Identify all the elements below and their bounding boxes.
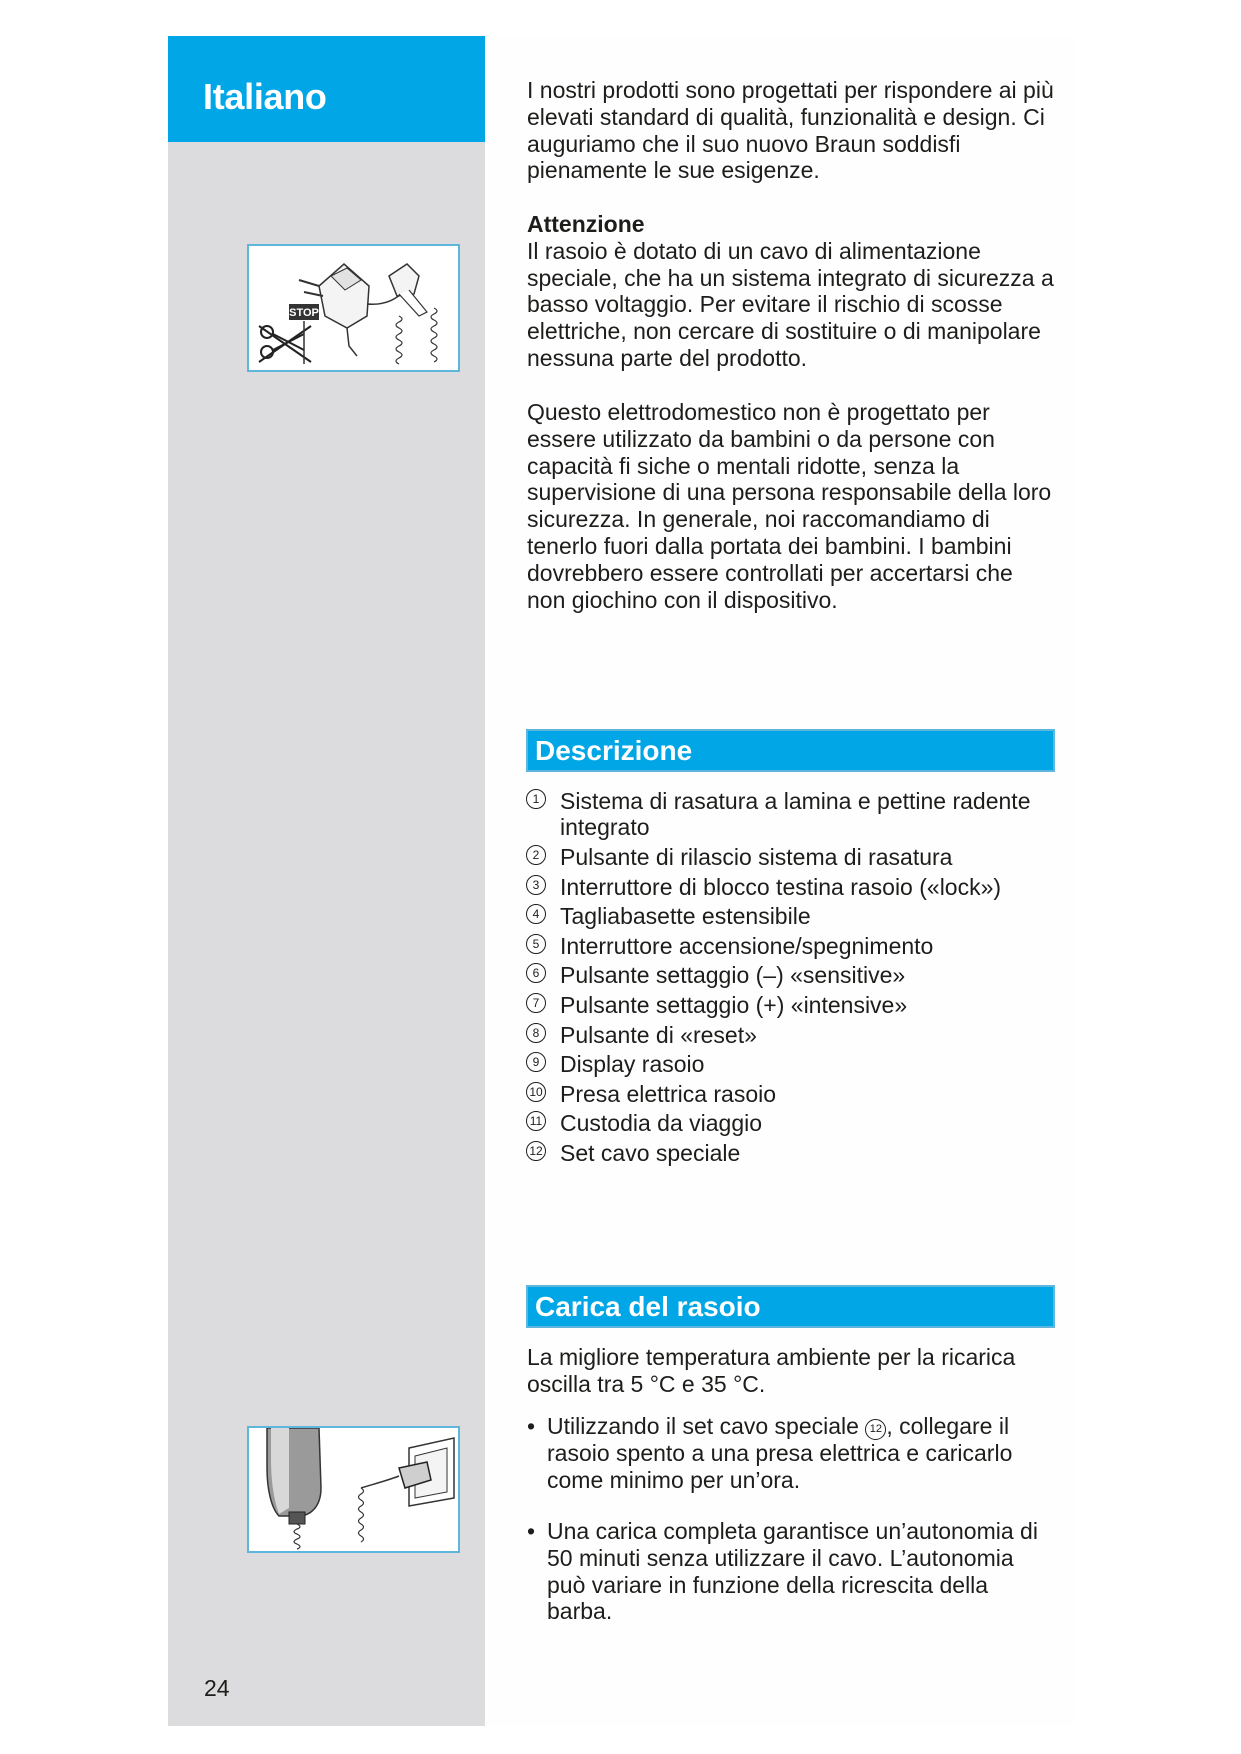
bullet-icon: •	[527, 1518, 536, 1544]
item-text: Display rasoio	[560, 1051, 705, 1078]
item-number-badge: 12	[526, 1141, 546, 1161]
item-text: Custodia da viaggio	[560, 1110, 763, 1137]
item-text: Interruttore di blocco testina rasoio («lock»)	[560, 873, 1002, 900]
bullet-1-text-after: , collegare il rasoio spento a una presa elettrica e caricarlo come minimo per un’ora.	[547, 1413, 1013, 1493]
item-text: Set cavo speciale	[560, 1139, 741, 1166]
list-item	[526, 788, 1066, 844]
description-list	[526, 788, 1066, 1170]
item-number-badge: 9	[526, 1052, 546, 1072]
item-number-badge: 2	[526, 845, 546, 865]
list-item	[526, 874, 1066, 904]
page-number: 24	[204, 1675, 230, 1701]
item-text: Pulsante di rilascio sistema di rasatura	[560, 844, 953, 870]
charging-drawing	[249, 1428, 458, 1551]
item-number-badge: 5	[526, 934, 546, 954]
warning-block	[527, 211, 1057, 372]
item-number-badge: 1	[526, 789, 546, 809]
language-title: Italiano	[203, 76, 327, 117]
list-item	[526, 1140, 1066, 1170]
item-number-badge: 8	[526, 1023, 546, 1043]
charging-section-header	[526, 1285, 1055, 1328]
item-number-badge: 3	[526, 875, 546, 895]
item-number-badge: 4	[526, 904, 546, 924]
bullet-2-text: Una carica completa garantisce un’autonomia di 50 minuti senza utilizzare il cavo. L’autonomia può variare in funzione della ricrescita della barba.	[547, 1518, 1038, 1625]
item-number-badge: 12	[865, 1419, 886, 1440]
item-text: Interruttore accensione/spegnimento	[560, 932, 934, 959]
list-item	[526, 992, 1066, 1022]
bullet-1-text-before: Utilizzando il set cavo speciale	[547, 1413, 859, 1439]
list-item	[526, 1081, 1066, 1111]
charging-illustration	[247, 1426, 460, 1553]
item-text: Sistema di rasatura a lamina e pettine radente integrato	[560, 788, 1031, 840]
intro-paragraph: I nostri prodotti sono progettati per rispondere ai più elevati standard di qualità, funzionalità e design. Ci auguriamo che il suo nuovo Braun soddisfi pienamente le sue esigenze.	[527, 77, 1054, 184]
item-number-badge: 7	[526, 993, 546, 1013]
item-text: Pulsante di «reset»	[560, 1021, 757, 1048]
warning-paragraph-1: Il rasoio è dotato di un cavo di alimentazione speciale, che ha un sistema integrato di sicurezza a basso voltaggio. Per evitare il rischio di scosse elettriche, non cercare di sostituire o di manipolare nessuna parte del prodotto.	[527, 237, 1054, 371]
list-item	[526, 903, 1066, 933]
language-header	[168, 36, 485, 142]
item-number-badge: 10	[526, 1082, 546, 1102]
bullet-icon: •	[527, 1413, 536, 1439]
power-cord-warning-illustration	[247, 244, 460, 372]
list-item	[526, 933, 1066, 963]
item-text: Pulsante settaggio (+) «intensive»	[560, 991, 908, 1018]
stop-label: STOP	[289, 307, 319, 319]
item-text: Presa elettrica rasoio	[560, 1080, 777, 1107]
warning-paragraph-2: Questo elettrodomestico non è progettato per essere utilizzato da bambini o da persone con capacità fi siche o mentali ridotte, senza la supervisione di una persona responsabile della loro sicurezza. In generale, noi raccomandiamo di tenerlo fuori dalla portata dei bambini. I bambini dovrebbero essere controllati per accertarsi che non giochino con il dispositivo.	[527, 399, 1052, 613]
list-item	[526, 1051, 1066, 1081]
list-item	[526, 844, 1066, 874]
charging-bullet-1	[527, 1413, 1057, 1494]
cord-drawing	[249, 246, 458, 370]
list-item	[526, 1110, 1066, 1140]
warning-heading: Attenzione	[527, 211, 645, 237]
item-text: Tagliabasette estensibile	[560, 903, 811, 930]
charging-title: Carica del rasoio	[535, 1291, 761, 1322]
item-number-badge: 11	[526, 1111, 546, 1131]
charging-bullet-2	[527, 1518, 1057, 1625]
item-number-badge: 6	[526, 963, 546, 983]
charging-intro: La migliore temperatura ambiente per la ricarica oscilla tra 5 °C e 35 °C.	[527, 1344, 1016, 1397]
item-text: Pulsante settaggio (–) «sensitive»	[560, 962, 906, 989]
list-item	[526, 1022, 1066, 1052]
description-section-header	[526, 729, 1055, 772]
description-title: Descrizione	[535, 735, 693, 766]
list-item	[526, 962, 1066, 992]
